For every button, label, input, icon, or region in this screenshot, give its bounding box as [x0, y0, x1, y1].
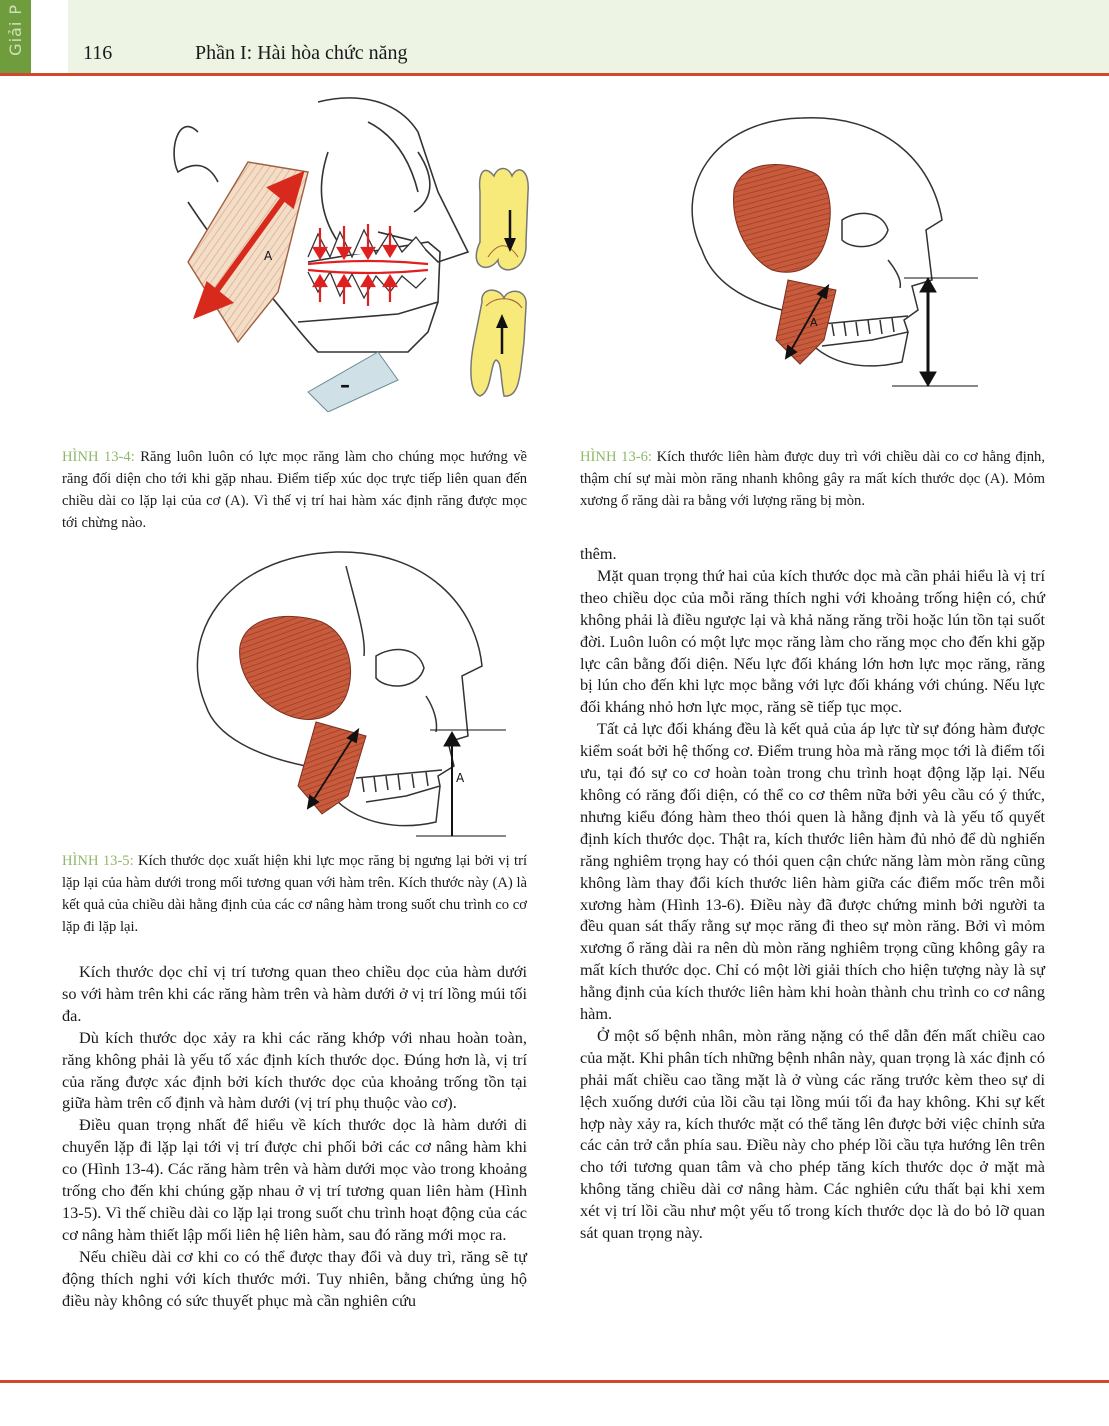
figure-13-4-label: HÌNH 13-4:: [62, 449, 135, 465]
figure-13-5-illustration: [186, 546, 532, 842]
page-number: 116: [83, 42, 113, 64]
minus-sign: –: [340, 373, 350, 397]
right-body-column: [580, 543, 1045, 1244]
figure-13-4-caption-text: Răng luôn luôn có lực mọc răng làm cho chúng mọc hướng về răng đối diện cho tới khi gặp nhau. Điểm tiếp xúc dọc trực tiếp liên quan đến chiều dài co lặp lại của cơ (A). Vì thế vị trí hai hàm xác định răng được mọc tới chừng nào.: [62, 449, 527, 531]
muscle-label: A: [810, 316, 818, 329]
body-paragraph: Điều quan trọng nhất để hiểu về kích thước dọc là hàm dưới di chuyển lặp đi lặp lại tới vị trí được chi phối bởi các cơ nâng hàm khi co (Hình 13-4). Các răng hàm trên và hàm dưới mọc vào trong khoảng trống cho đến khi chúng gặp nhau ở vị trí tương quan liên hàm (Hình 13-5). Vì thế chiều dài co lặp lại trong suốt chu trình hoạt động của các cơ nâng hàm thiết lập mối liên hệ liên hàm, sau đó răng mới mọc ra.: [62, 1115, 527, 1244]
side-tab: [0, 0, 31, 74]
figure-13-5-caption-text: Kích thước dọc xuất hiện khi lực mọc răng bị ngưng lại bởi vị trí lặp lại của hàm dưới trong mối tương quan với hàm trên. Kích thước này (A) là kết quả của chiều dài hằng định của các cơ nâng hàm trong suốt chu trình co cơ lặp đi lặp lại.: [62, 853, 528, 935]
lower-tooth-diagram: [471, 290, 526, 396]
footer-rule: [0, 1380, 1109, 1383]
running-title: Phần I: Hài hòa chức năng: [195, 42, 408, 64]
muscle-label: A: [264, 249, 273, 263]
body-paragraph: Nếu chiều dài cơ khi co có thể được thay đổi và duy trì, răng sẽ tự động thích nghi với kích thước mới. Tuy nhiên, bằng chứng ủng hộ điều này không có sức thuyết phục mà cần nghiên cứu: [62, 1246, 527, 1310]
body-paragraph: Dù kích thước dọc xảy ra khi các răng khớp với nhau hoàn toàn, răng không phải là yếu tố xác định kích thước dọc. Đúng hơn là, vị trí của răng được xác định bởi kích thước dọc của khoảng trống tồn tại giữa hàm trên cố định và hàm dưới (vị trí phụ thuộc vào cơ).: [62, 1027, 527, 1113]
dimension-label: A: [456, 771, 465, 785]
figure-13-6-caption: [580, 446, 1045, 512]
header-rule: [0, 73, 1109, 76]
figure-13-6-caption-text: Kích thước liên hàm được duy trì với chiều dài co cơ hằng định, thậm chí sự mài mòn răng nhanh không gây ra mất kích thước dọc (A). Mỏm xương ổ răng dài ra bằng với lượng răng bị mòn.: [580, 449, 1045, 509]
side-tab-text: Giải P: [6, 4, 25, 56]
figure-13-5-caption: [62, 850, 527, 938]
figure-13-4-illustration: [168, 92, 576, 412]
mandible-strip: [308, 352, 398, 412]
figure-13-4-caption: [62, 446, 527, 534]
body-paragraph: Kích thước dọc chỉ vị trí tương quan theo chiều dọc của hàm dưới so với hàm trên khi các răng hàm trên và hàm dưới ở vị trí lồng múi tối đa.: [62, 962, 527, 1025]
temporalis-muscle: [734, 165, 831, 273]
body-paragraph-continuation: thêm.: [580, 544, 617, 563]
left-body-column: [62, 961, 527, 1312]
body-paragraph: Mặt quan trọng thứ hai của kích thước dọc mà cần phải hiểu là vị trí theo chiều dọc của mỗi răng thích nghi với khoảng trống hiện có, chứ không phải là điều ngược lại và khả năng răng trồi hoặc lún tồn tại suốt đời. Luôn luôn có một lực mọc răng làm cho răng mọc cho đến khi gặp lực cân bằng đối diện. Nếu lực đối kháng lớn hơn lực mọc răng, răng bị lún cho đến khi lực mọc bằng với lực đối kháng với chúng. Nếu lực đối kháng nhỏ hơn lực mọc, răng sẽ tiếp tục mọc.: [580, 565, 1045, 717]
temporalis-muscle: [240, 616, 351, 719]
body-paragraph: Ở một số bệnh nhân, mòn răng nặng có thể dẫn đến mất chiều cao của mặt. Khi phân tích những bệnh nhân này, quan trọng là xác định có phải mất chiều cao tầng mặt là ở vùng các răng trước kèm theo sự di lệch xuống dưới của lồi cầu tại lồng múi tối đa hay không. Khi sự kết hợp này xảy ra, kích thước mặt có thể tăng lên được bởi việc chỉnh sửa các cản trở cắn phía sau. Điều này cho phép lồi cầu tựa hướng lên trên cho tới tương quan tâm và cho phép tăng kích thước dọc ở mặt mà không tăng chiều dài cơ nâng hàm. Các nghiên cứu thất bại khi xem xét vị trí lồi cầu như một yếu tố trong kích thước dọc là do bỏ lỡ quan sát quan trọng này.: [580, 1025, 1045, 1243]
upper-tooth-diagram: [476, 169, 528, 270]
figure-13-6-illustration: [672, 110, 987, 390]
figure-13-6-label: HÌNH 13-6:: [580, 449, 652, 465]
occlusal-force-arrows: [308, 224, 428, 306]
figure-13-5-label: HÌNH 13-5:: [62, 853, 134, 869]
body-paragraph: Tất cả lực đối kháng đều là kết quả của áp lực từ sự đóng hàm được kiểm soát bởi hệ thống cơ. Điểm trung hòa mà răng mọc tới là điểm tối ưu, tại đó sự co cơ hoàn toàn trong chu trình hoạt động lặp lại. Nếu không có răng đối diện, có thể co cơ thêm nữa bởi yêu cầu có ý thức, nhưng kiểu đóng hàm theo thói quen là hằng định và là yếu tố quyết định kích thước dọc. Thật ra, kích thước liên hàm đủ nhỏ để dù nghiến răng nghiêm trọng hay có thói quen cận chức năng làm mòn răng cũng không làm thay đổi kích thước liên hàm giữa các điểm mốc trên mỗi xương hàm (Hình 13-6). Điều này đã được chứng minh bởi người ta đều quan sát thấy rằng sự mọc răng đi theo sự mòn răng. Bởi vì mỏm xương ổ răng dài ra nên dù mòn răng nghiêm trọng cũng không gây ra mất kích thước dọc. Chỉ có một lời giải thích cho hiện tượng này là sự hằng định của kích thước liên hàm khi hoàn thành chu trình co cơ nâng hàm.: [580, 719, 1045, 1024]
